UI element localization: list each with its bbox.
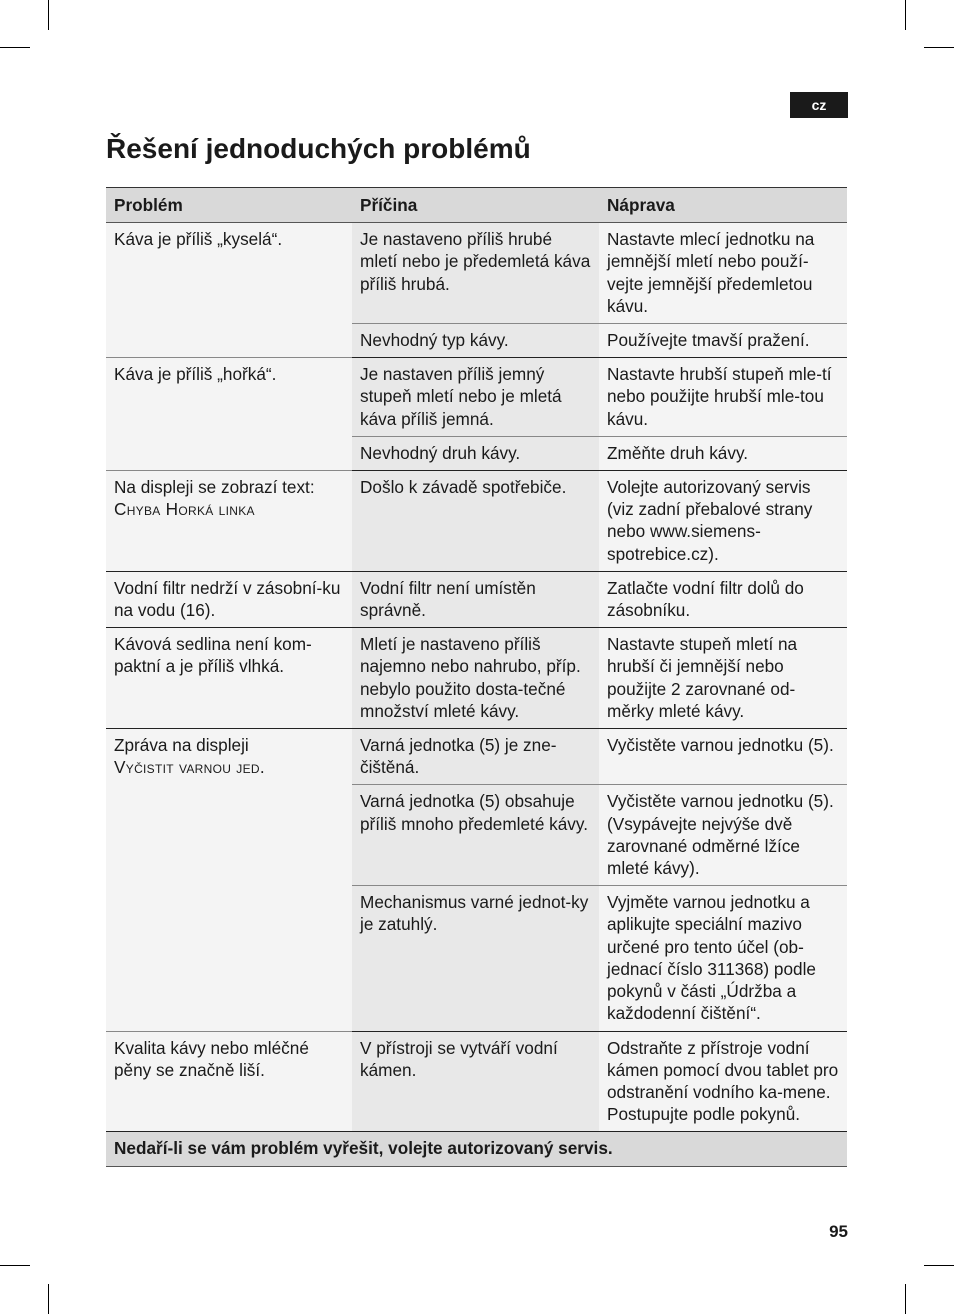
page-number: 95	[829, 1222, 848, 1241]
display-message: Chyba Horká linka	[114, 499, 255, 520]
fix-cell: Nastavte hrubší stupeň mle-tí nebo použijte hrubší mle-tou kávu.	[599, 358, 847, 437]
cause-cell: Nevhodný druh kávy.	[352, 436, 599, 470]
crop-mark	[48, 1284, 49, 1314]
display-message: Vyčistit varnou jed.	[114, 757, 265, 778]
crop-mark	[0, 47, 30, 48]
fix-cell: Odstraňte z přístroje vodní kámen pomocí dvou tablet pro odstranění vodního ka-mene. Postupujte podle pokynů.	[599, 1031, 847, 1132]
crop-mark	[905, 1284, 906, 1314]
problem-cell	[106, 571, 352, 627]
cause-cell: Mletí je nastaveno příliš najemno nebo nahrubo, příp. nebylo použito dosta-tečné množství mleté kávy.	[352, 628, 599, 729]
problem-text: Vodní filtr nedrží v zásobní-ku na vodu (16).	[114, 577, 341, 621]
page-title: Řešení jednoduchých problémů	[106, 133, 531, 164]
table-row	[106, 1031, 847, 1132]
problem-text: Káva je příliš „hořká“.	[114, 364, 277, 385]
problem-text: Kávová sedlina není kom-paktní a je příliš vlhká.	[114, 634, 312, 677]
header-cause: Příčina	[352, 188, 599, 223]
cause-cell: Varná jednotka (5) je zne-čištěná.	[352, 729, 599, 785]
problem-text: Na displeji se zobrazí text:	[114, 477, 315, 498]
table-row	[106, 628, 847, 729]
cause-cell: Je nastaveno příliš hrubé mletí nebo je předemletá káva příliš hrubá.	[352, 223, 599, 324]
problem-text: Kvalita kávy nebo mléčné pěny se značně liší.	[114, 1037, 309, 1080]
table-row	[106, 729, 847, 785]
fix-cell: Volejte autorizovaný servis (viz zadní přebalové strany nebo www.siemens-spotrebice.cz).	[599, 471, 847, 572]
problem-cell	[106, 471, 352, 572]
cause-cell: Je nastaven příliš jemný stupeň mletí nebo je mletá káva příliš jemná.	[352, 358, 599, 437]
table-header-row	[106, 188, 847, 223]
troubleshooting-table	[106, 187, 847, 1167]
cause-cell: Nevhodný typ kávy.	[352, 324, 599, 358]
cause-cell: Došlo k závadě spotřebiče.	[352, 471, 599, 572]
footer-note: Nedaří-li se vám problém vyřešit, volejte autorizovaný servis.	[106, 1132, 847, 1166]
crop-mark	[924, 47, 954, 48]
crop-mark	[905, 0, 906, 30]
table-row	[106, 471, 847, 572]
problem-cell	[106, 628, 352, 729]
problem-cell	[106, 358, 352, 471]
fix-cell: Vyjměte varnou jednotku a aplikujte speciální mazivo určené pro tento účel (ob-jednací číslo 311368) podle pokynů v části „Údržba a každodenní čištění“.	[599, 886, 847, 1031]
language-badge: cz	[790, 92, 848, 118]
header-fix: Náprava	[599, 188, 847, 223]
fix-cell: Nastavte stupeň mletí na hrubší či jemnější nebo použijte 2 zarovnané od-měrky mleté kávy.	[599, 628, 847, 729]
cause-cell: Varná jednotka (5) obsahuje příliš mnoho předemleté kávy.	[352, 785, 599, 886]
problem-cell	[106, 729, 352, 1031]
table-row	[106, 358, 847, 437]
fix-cell: Používejte tmavší pražení.	[599, 324, 847, 358]
cause-cell: Mechanismus varné jednot-ky je zatuhlý.	[352, 886, 599, 1031]
crop-mark	[924, 1265, 954, 1266]
fix-cell: Vyčistěte varnou jednotku (5).	[599, 729, 847, 785]
cause-cell: Vodní filtr není umístěn správně.	[352, 571, 599, 627]
table-row	[106, 571, 847, 627]
table-body	[106, 223, 847, 1132]
problem-cell	[106, 1031, 352, 1132]
fix-cell: Nastavte mlecí jednotku na jemnější mletí nebo použí-vejte jemnější předemletou kávu.	[599, 223, 847, 324]
fix-cell: Změňte druh kávy.	[599, 436, 847, 470]
problem-text: Zpráva na displeji	[114, 735, 249, 756]
cause-cell: V přístroji se vytváří vodní kámen.	[352, 1031, 599, 1132]
problem-text: Káva je příliš „kyselá“.	[114, 229, 283, 250]
fix-cell: Vyčistěte varnou jednotku (5). (Vsypávejte nejvýše dvě zarovnané odměrné lžíce mleté kávy).	[599, 785, 847, 886]
fix-cell: Zatlačte vodní filtr dolů do zásobníku.	[599, 571, 847, 627]
crop-mark	[0, 1265, 30, 1266]
table-row	[106, 223, 847, 324]
header-problem: Problém	[106, 188, 352, 223]
crop-mark	[48, 0, 49, 30]
problem-cell	[106, 223, 352, 358]
table-footer-row	[106, 1132, 847, 1166]
